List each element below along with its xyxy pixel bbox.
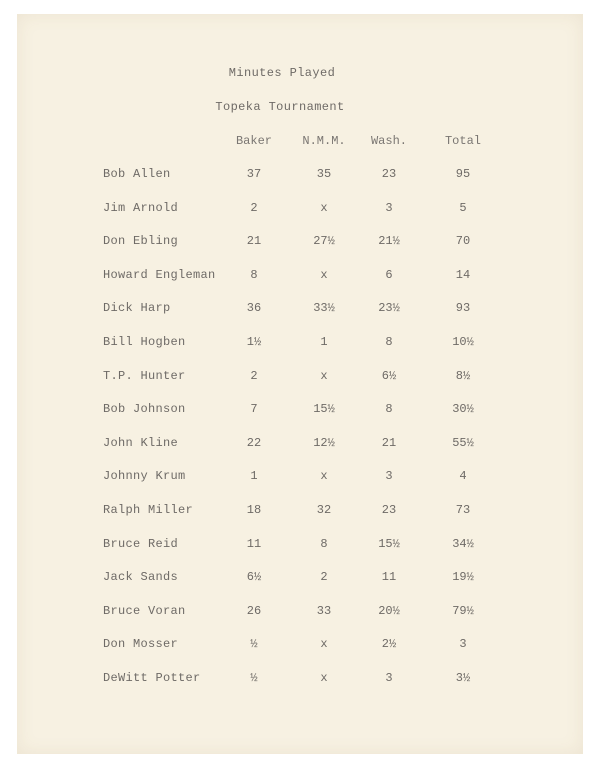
wash-minutes: 21 xyxy=(381,435,397,450)
total-minutes: 4 xyxy=(459,469,467,484)
baker-minutes: 2 xyxy=(250,200,258,215)
baker-minutes: 37 xyxy=(246,167,262,181)
baker-minutes: 1½ xyxy=(246,335,262,349)
table-row xyxy=(17,570,583,590)
baker-minutes: 2 xyxy=(250,368,258,383)
nmm-minutes: x xyxy=(320,637,328,652)
wash-minutes: 11 xyxy=(381,570,397,585)
total-minutes: 95 xyxy=(455,167,471,181)
player-name: Dick Harp xyxy=(103,301,171,316)
column-header-baker: Baker xyxy=(235,134,272,148)
document-title: Minutes Played xyxy=(228,66,336,80)
baker-minutes: 26 xyxy=(246,603,262,618)
wash-minutes: 2½ xyxy=(381,637,397,652)
column-header-total: Total xyxy=(444,134,481,148)
table-row xyxy=(17,335,583,355)
nmm-minutes: x xyxy=(320,200,328,215)
table-row xyxy=(17,268,583,288)
table-row xyxy=(17,369,583,389)
table-row xyxy=(17,469,583,489)
total-minutes: 3 xyxy=(459,637,467,652)
nmm-minutes: 27½ xyxy=(313,234,335,249)
wash-minutes: 23½ xyxy=(378,301,400,316)
wash-minutes: 23 xyxy=(381,167,397,181)
total-minutes: 73 xyxy=(455,503,471,517)
nmm-minutes: x xyxy=(320,267,328,282)
baker-minutes: 36 xyxy=(246,301,262,316)
wash-minutes: 3 xyxy=(385,671,393,685)
baker-minutes: 21 xyxy=(246,234,262,249)
player-name: Bruce Voran xyxy=(103,603,186,618)
player-name: Bill Hogben xyxy=(103,335,186,349)
table-row xyxy=(17,671,583,691)
wash-minutes: 15½ xyxy=(378,536,400,551)
baker-minutes: ½ xyxy=(250,637,258,652)
total-minutes: 3½ xyxy=(455,671,471,685)
total-minutes: 79½ xyxy=(452,603,474,618)
total-minutes: 5 xyxy=(459,200,467,215)
total-minutes: 30½ xyxy=(452,402,474,417)
player-name: John Kline xyxy=(103,435,179,450)
wash-minutes: 23 xyxy=(381,503,397,517)
player-name: Bob Johnson xyxy=(103,402,186,417)
baker-minutes: 22 xyxy=(246,435,262,450)
nmm-minutes: 12½ xyxy=(313,435,335,450)
wash-minutes: 6 xyxy=(385,267,393,282)
wash-minutes: 3 xyxy=(385,469,393,484)
nmm-minutes: x xyxy=(320,469,328,484)
player-name: Bruce Reid xyxy=(103,536,179,551)
total-minutes: 70 xyxy=(455,234,471,249)
column-header-wash: Wash. xyxy=(370,134,407,148)
nmm-minutes: 32 xyxy=(316,503,332,517)
nmm-minutes: x xyxy=(320,671,328,685)
baker-minutes: 1 xyxy=(250,469,258,484)
table-row xyxy=(17,503,583,523)
player-name: DeWitt Potter xyxy=(103,671,201,685)
total-minutes: 93 xyxy=(455,301,471,316)
table-row xyxy=(17,436,583,456)
nmm-minutes: 1 xyxy=(320,335,328,349)
table-row xyxy=(17,201,583,221)
wash-minutes: 3 xyxy=(385,200,393,215)
nmm-minutes: 33 xyxy=(316,603,332,618)
table-row xyxy=(17,402,583,422)
wash-minutes: 6½ xyxy=(381,368,397,383)
baker-minutes: 6½ xyxy=(246,570,262,585)
player-name: Jack Sands xyxy=(103,570,179,585)
player-name: Bob Allen xyxy=(103,167,171,181)
column-header-nmm: N.M.M. xyxy=(302,134,346,148)
total-minutes: 34½ xyxy=(452,536,474,551)
total-minutes: 14 xyxy=(455,267,471,282)
total-minutes: 55½ xyxy=(452,435,474,450)
table-row xyxy=(17,167,583,187)
nmm-minutes: 33½ xyxy=(313,301,335,316)
document-subtitle: Topeka Tournament xyxy=(215,100,345,114)
total-minutes: 19½ xyxy=(452,570,474,585)
document-page xyxy=(17,14,583,754)
wash-minutes: 20½ xyxy=(378,603,400,618)
table-row xyxy=(17,637,583,657)
nmm-minutes: 8 xyxy=(320,536,328,551)
baker-minutes: 18 xyxy=(246,503,262,517)
baker-minutes: 11 xyxy=(246,536,262,551)
player-name: Don Mosser xyxy=(103,637,179,652)
baker-minutes: ½ xyxy=(250,671,258,685)
player-name: Howard Engleman xyxy=(103,267,216,282)
table-row xyxy=(17,537,583,557)
baker-minutes: 8 xyxy=(250,267,258,282)
nmm-minutes: 2 xyxy=(320,570,328,585)
baker-minutes: 7 xyxy=(250,402,258,417)
total-minutes: 10½ xyxy=(452,335,474,349)
player-name: Don Ebling xyxy=(103,234,179,249)
wash-minutes: 8 xyxy=(385,402,393,417)
nmm-minutes: 35 xyxy=(316,167,332,181)
player-name: Ralph Miller xyxy=(103,503,194,517)
wash-minutes: 8 xyxy=(385,335,393,349)
total-minutes: 8½ xyxy=(455,368,471,383)
wash-minutes: 21½ xyxy=(378,234,400,249)
player-name: Jim Arnold xyxy=(103,200,179,215)
table-row xyxy=(17,604,583,624)
player-name: Johnny Krum xyxy=(103,469,186,484)
table-row xyxy=(17,301,583,321)
table-row xyxy=(17,234,583,254)
player-name: T.P. Hunter xyxy=(103,368,186,383)
nmm-minutes: 15½ xyxy=(313,402,335,417)
nmm-minutes: x xyxy=(320,368,328,383)
